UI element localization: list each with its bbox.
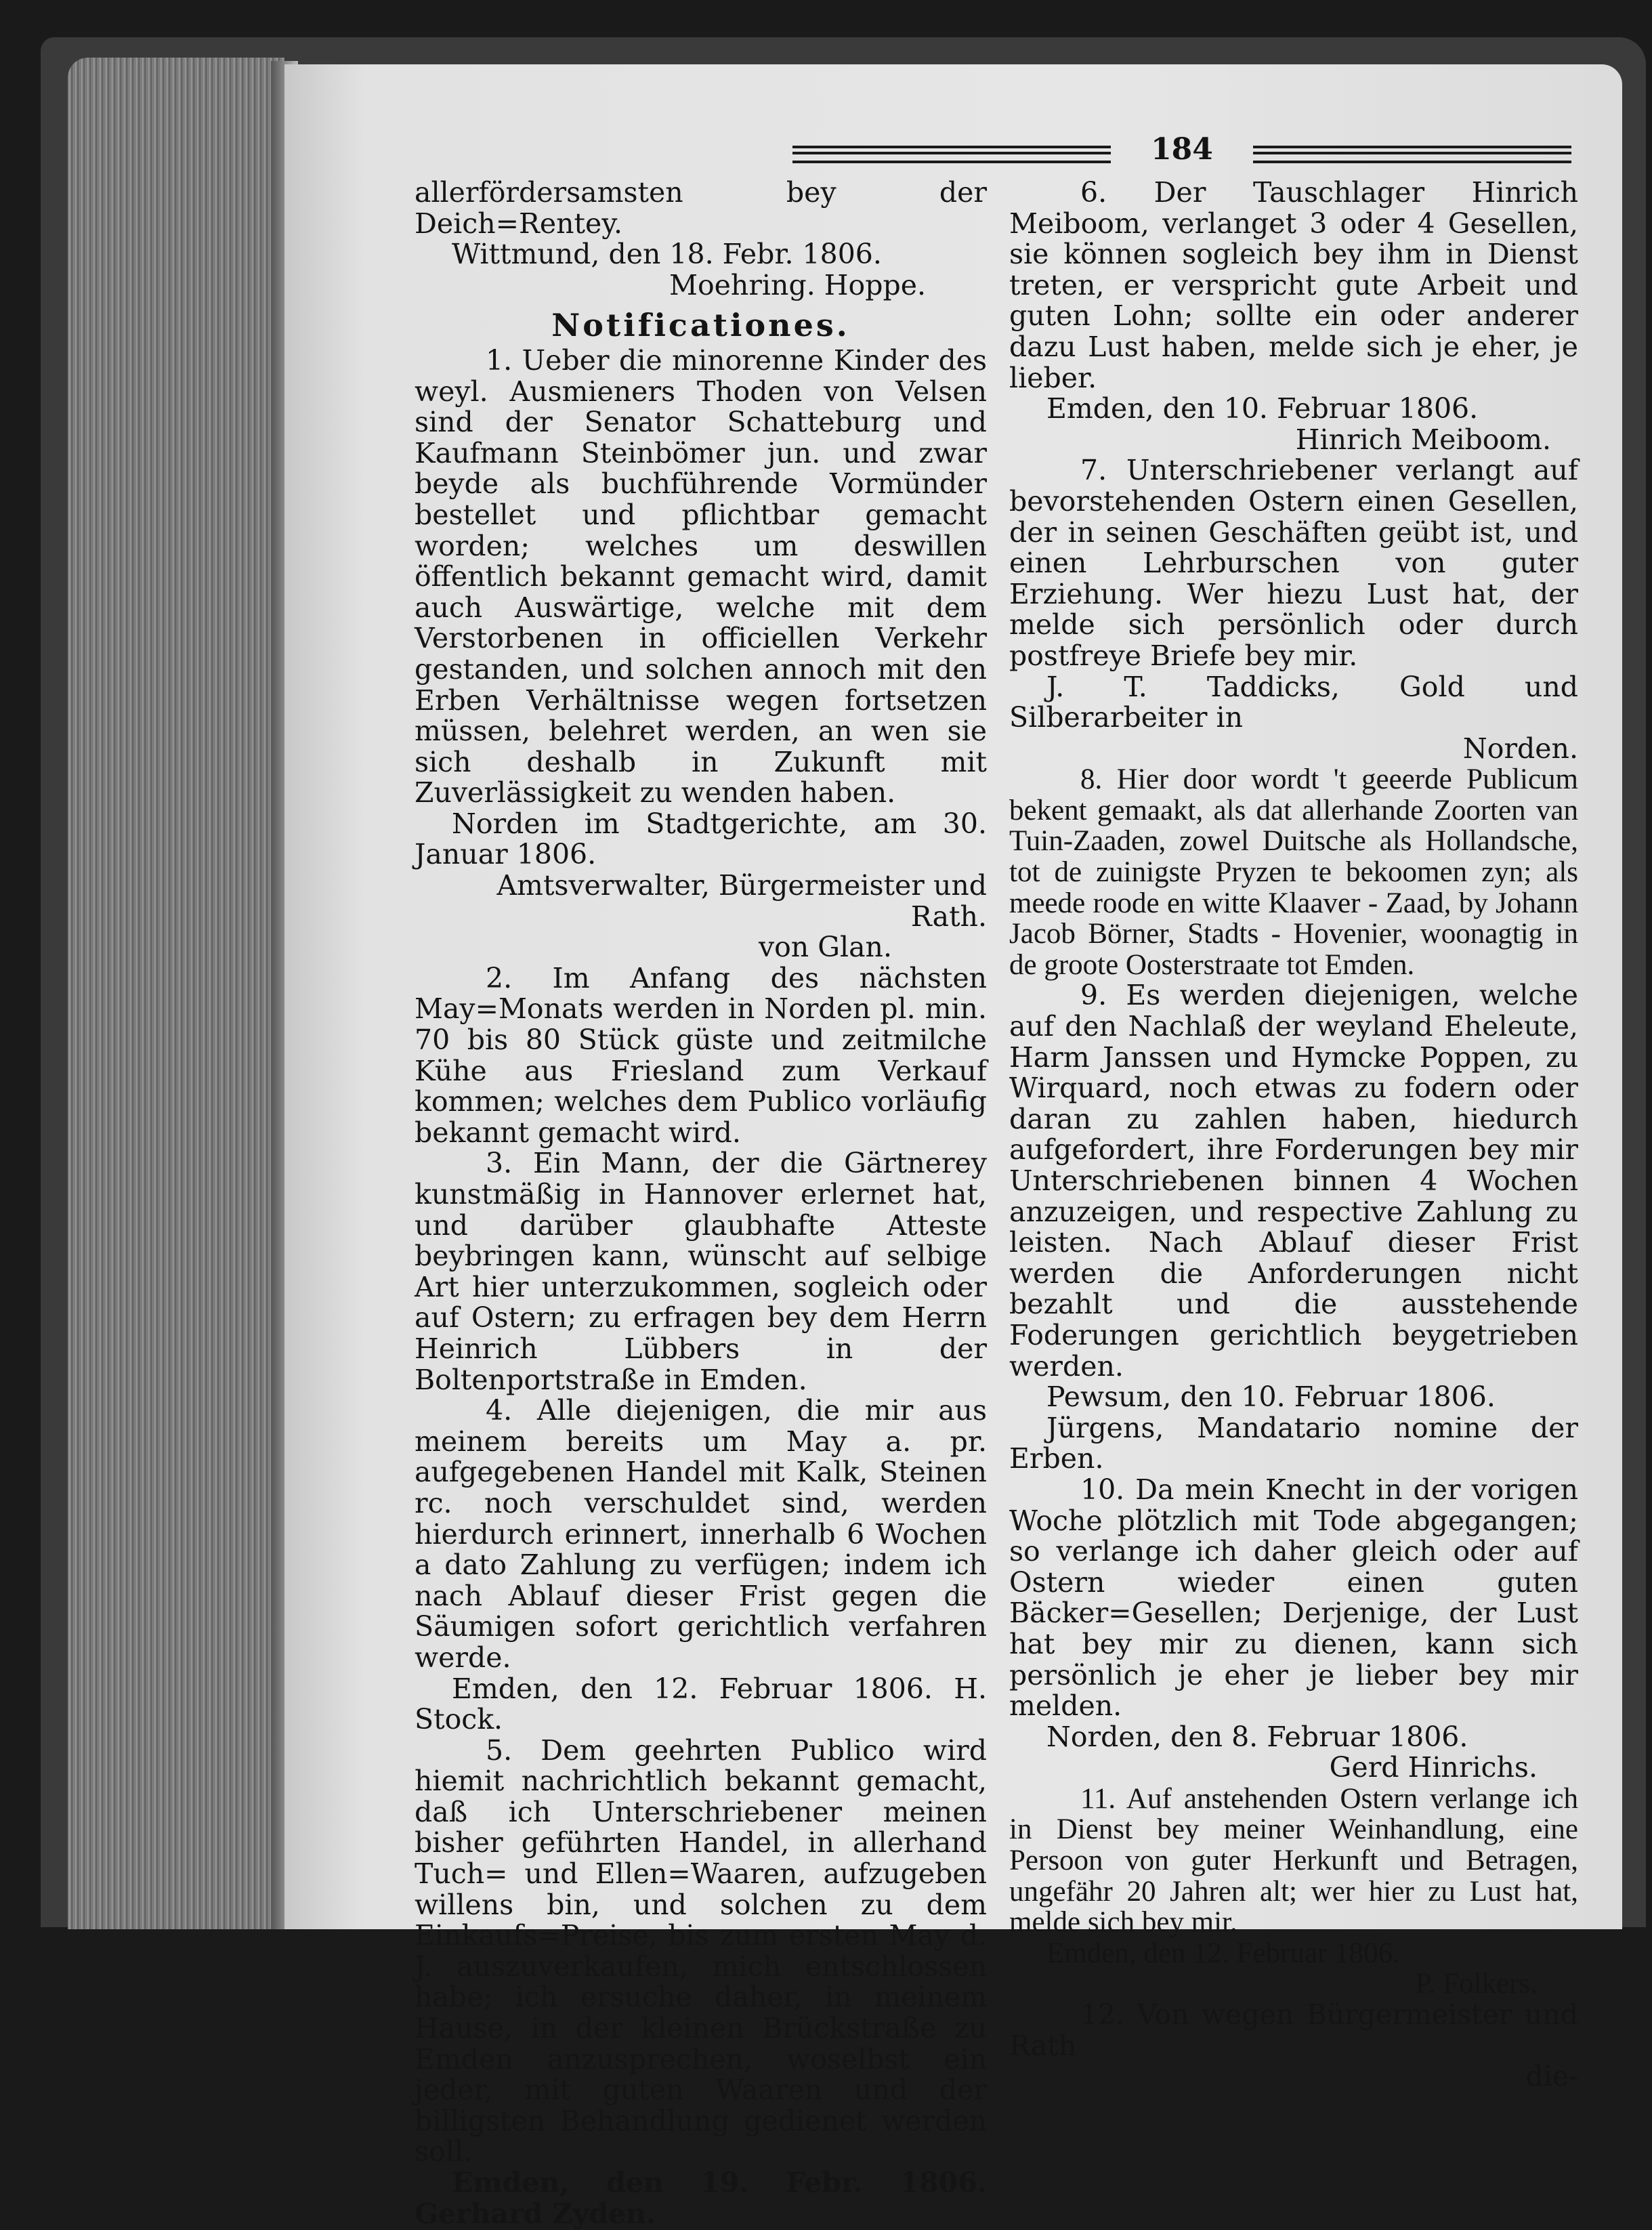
notice-4-text: 4. Alle diejenigen, die mir aus meinem bereits um May a. pr. aufgegebenen Handel mit Kalk, Steinen rc. noch verschuldet sind, werden hierdurch erinnert, innerhalb 6 Wochen a dato Zahlung zu verfügen; indem ich nach Ablauf dieser Frist gegen die Säumigen sofort gerichtlich verfahren werde. (415, 1394, 987, 1674)
notice-8-text: 8. Hier door wordt 't geeerde Publicum bekent gemaakt, als dat allerhande Zoorten van Tuin-Zaaden, zowel Duitsche als Hollandsche, tot de zuinigste Pryzen te bekoomen zyn; als meede roode en witte Klaaver - Zaad, by Johann Jacob Börner, Stadts - Hovenier, woonagtig in de groote Oosterstraate tot Emden. (1009, 763, 1578, 981)
notice-5-date: Emden, den 19. Febr. 1806. Gerhard Zyden. (415, 2166, 987, 2230)
intro-line: allerfördersamsten bey der Deich=Rentey. (415, 176, 987, 240)
notice-11-date: Emden, den 12. Februar 1806. (1046, 1937, 1400, 1969)
page-edges (68, 58, 284, 1929)
notice-10-date: Norden, den 8. Februar 1806. (1046, 1720, 1468, 1753)
notice-3-text: 3. Ein Mann, der die Gärtnerey kunstmäßig in Hannover erlernet hat, und darüber glaubhafte Atteste beybringen kann, wünscht auf selbige Art hier unterzukommen, sogleich oder auf Ostern; zu erfragen bey dem Herrn Heinrich Lübbers in der Boltenportstraße in Emden. (415, 1147, 987, 1396)
notice-10-signer: Gerd Hinrichs. (1329, 1751, 1538, 1784)
page-header (792, 132, 1571, 173)
notice-7-signer: J. T. Taddicks, Gold und Silberarbeiter in (1009, 670, 1578, 734)
notice-5-text: 5. Dem geehrten Publico wird hiemit nachrichtlich bekannt gemacht, daß ich Unterschriebener meinen bisher geführten Handel, in allerhand Tuch= und Ellen=Waaren, aufzugeben willens bin, und solchen zu dem Einkaufs=Preise, bis zum ersten May d. J. auszuverkaufen, mich entschlossen habe; ich ersuche daher, in meinem Hause, in der kleinen Brückstraße zu Emden anzusprechen, woselbst ein jeder, mit guten Waaren und der billigsten Behandlung gedienet werden soll. (415, 1733, 987, 2168)
notice-1-signer-name: von Glan. (758, 931, 892, 964)
notice-11-text: 11. Auf anstehenden Ostern verlange ich in Dienst bey meiner Weinhandlung, eine Persoon von guter Herkunft und Betragen, ungefähr 20 Jahren alt; wer hier zu Lust hat, melde sich bey mir. (1009, 1782, 1578, 1939)
notice-10-text: 10. Da mein Knecht in der vorigen Woche plötzlich mit Tode abgegangen; so verlange ich daher gleich oder auf Ostern wieder einen guten Bäcker=Gesellen; Derjenige, der Lust hat bey mir zu dienen, kann sich persönlich je eher je lieber bey mir melden. (1009, 1473, 1578, 1723)
notice-6-date: Emden, den 10. Februar 1806. (1046, 392, 1479, 425)
notice-6-text: 6. Der Tauschlager Hinrich Meiboom, verlanget 3 oder 4 Gesellen, sie können sogleich bey ihm in Dienst treten, er verspricht gute Arbeit und guten Lohn; sollte ein oder anderer dazu Lust haben, melde sich je eher, je lieber. (1009, 176, 1578, 394)
notice-1-signer: Amtsverwalter, Bürgermeister und Rath. (496, 869, 987, 933)
notice-7-signer-place: Norden. (1462, 732, 1578, 765)
left-column (415, 177, 987, 2229)
notice-11-signer: P. Folkers. (1415, 1968, 1538, 2000)
notice-9-date: Pewsum, den 10. Februar 1806. (1046, 1381, 1496, 1414)
catchword: die- (1525, 2060, 1578, 2093)
notice-1-date: Norden im Stadtgerichte, am 30. Januar 1806. (415, 807, 987, 871)
notice-4-date: Emden, den 12. Februar 1806. H. Stock. (415, 1672, 987, 1736)
intro-date: Wittmund, den 18. Febr. 1806. (452, 238, 882, 271)
notice-9-signer: Jürgens, Mandatario nomine der Erben. (1009, 1411, 1578, 1475)
section-heading: Notificationes. (551, 307, 850, 344)
header-rule-right (1253, 146, 1571, 163)
notice-9-text: 9. Es werden diejenigen, welche auf den Nachlaß der weyland Eheleute, Harm Janssen und Hymcke Poppen, zu Wirquard, noch etwas zu fodern oder daran zu zahlen haben, hiedurch aufgefordert, ihre Forderungen bey mir Unterschriebenen binnen 4 Wochen anzuzeigen, und respective Zahlung zu leisten. Nach Ablauf dieser Frist werden die Anforderungen nicht bezahlt und die ausstehende Foderungen gerichtlich beygetrieben werden. (1009, 979, 1578, 1383)
intro-signers: Moehring. Hoppe. (669, 268, 926, 301)
notice-12-text: 12. Von wegen Bürgermeister und Rath (1009, 1998, 1578, 2062)
notice-2-text: 2. Im Anfang des nächsten May=Monats werden in Norden pl. min. 70 bis 80 Stück güste und zeitmilche Kühe aus Friesland zum Verkauf kommen; welches dem Publico vorläufig bekannt gemacht wird. (415, 961, 987, 1149)
right-column (1009, 177, 1578, 2092)
notice-6-signer: Hinrich Meiboom. (1295, 423, 1551, 456)
notice-7-text: 7. Unterschriebener verlangt auf bevorstehenden Ostern einen Gesellen, der in seinen Geschäften geübt ist, und einen Lehrburschen von guter Erziehung. Wer hiezu Lust hat, der melde sich persönlich oder durch postfreye Briefe bey mir. (1009, 454, 1578, 672)
notice-1-text: 1. Ueber die minorenne Kinder des weyl. Ausmieners Thoden von Velsen sind der Senator Schatteburg und Kaufmann Steinbömer jun. und zwar beyde als buchführende Vormünder bestellet und pflichtbar gemacht worden; welches um deswillen öffentlich bekannt gemacht wird, damit auch Auswärtige, welche mit dem Verstorbenen in officiellen Verkehr gestanden, und solchen annoch mit den Erben Verhältnisse wegen fortsetzen müssen, belehret werden, an wen sie sich deshalb in Zukunft mit Zuverlässigkeit zu wenden haben. (415, 343, 987, 809)
page-number: 184 (1151, 132, 1213, 167)
